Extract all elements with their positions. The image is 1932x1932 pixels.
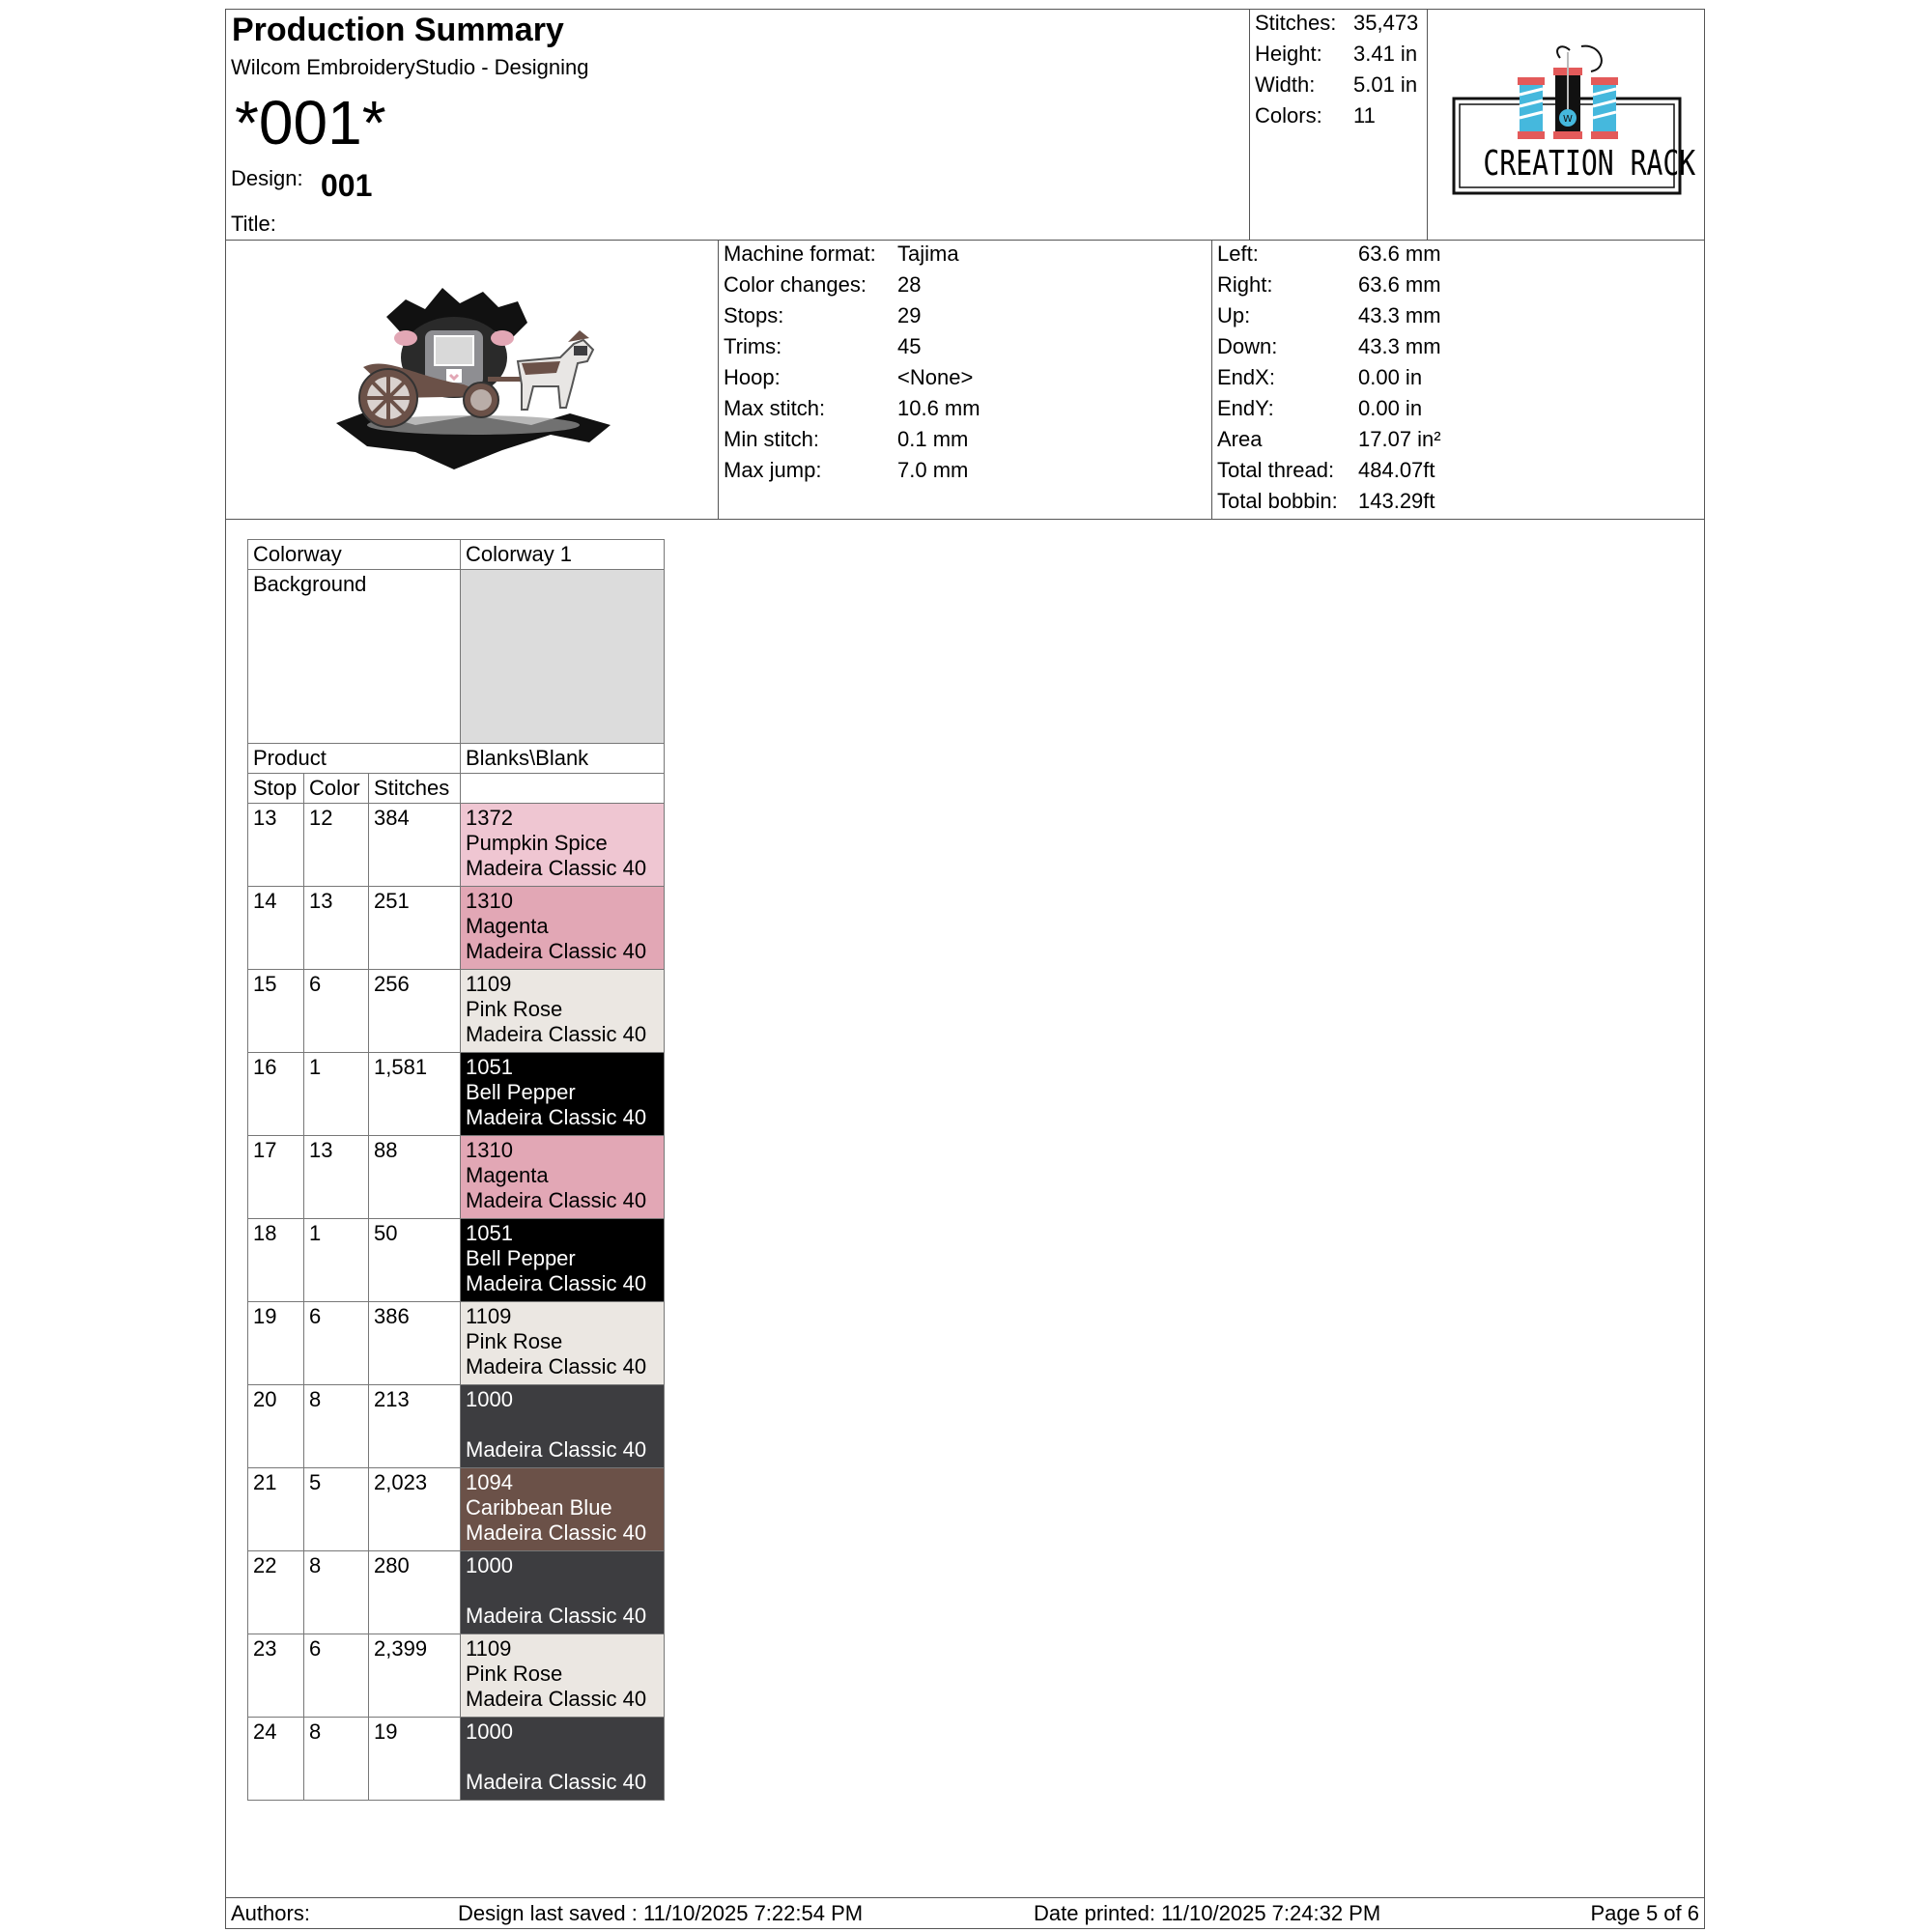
stitches-cell: 1,581: [369, 1053, 461, 1136]
machine-info-label: Machine format:: [724, 242, 876, 266]
summary-divider-right: [1427, 9, 1428, 240]
machine-info-label: Max jump:: [724, 458, 822, 482]
thread-name: Pink Rose: [466, 1329, 563, 1353]
thread-name: [466, 1578, 659, 1604]
color-number-cell: 13: [304, 887, 369, 970]
extent-label: Left:: [1217, 242, 1259, 266]
machine-info-value: Tajima: [897, 242, 959, 266]
thread-brand: Madeira Classic 40: [466, 1687, 647, 1711]
thread-name: Pink Rose: [466, 1662, 563, 1686]
table-row: [248, 1219, 665, 1302]
thread-swatch-cell: [461, 970, 665, 1053]
stitches-cell: 19: [369, 1718, 461, 1801]
table-row: [248, 1551, 665, 1634]
thread-brand: Madeira Classic 40: [466, 1437, 647, 1462]
thread-name: [466, 1412, 659, 1437]
table-row: [248, 1385, 665, 1468]
thread-brand: Madeira Classic 40: [466, 1770, 647, 1794]
stop-cell: 24: [248, 1718, 304, 1801]
product-label: Product: [248, 744, 461, 774]
summary-divider-left: [1249, 9, 1250, 240]
product-row: [248, 744, 665, 774]
thread-swatch-cell: [461, 1302, 665, 1385]
thread-swatch-cell: [461, 1219, 665, 1302]
preview-divider: [718, 240, 719, 519]
summary-label: Height:: [1255, 42, 1322, 66]
machine-info-value: 28: [897, 272, 922, 297]
thread-code: 1000: [466, 1553, 513, 1577]
column-header-row: [248, 774, 665, 804]
summary-value: 35,473: [1353, 11, 1419, 35]
thread-brand: Madeira Classic 40: [466, 1520, 647, 1545]
stop-cell: 21: [248, 1468, 304, 1551]
colorway-label: Colorway: [248, 540, 461, 570]
design-value: 001: [321, 168, 373, 203]
thread-swatch-cell: [461, 887, 665, 970]
thread-name: Pink Rose: [466, 997, 563, 1021]
stop-cell: 19: [248, 1302, 304, 1385]
stitches-cell: 280: [369, 1551, 461, 1634]
machine-info-value: <None>: [897, 365, 974, 389]
extent-label: Total thread:: [1217, 458, 1335, 482]
stop-cell: 23: [248, 1634, 304, 1718]
color-number-cell: 12: [304, 804, 369, 887]
background-label: Background: [248, 570, 461, 744]
color-number-cell: 5: [304, 1468, 369, 1551]
thread-swatch-cell: [461, 1468, 665, 1551]
extent-label: Right:: [1217, 272, 1273, 297]
stitches-cell: 2,023: [369, 1468, 461, 1551]
stop-cell: 18: [248, 1219, 304, 1302]
thread-swatch-cell: [461, 804, 665, 887]
stitches-cell: 386: [369, 1302, 461, 1385]
thread-code: 1051: [466, 1221, 513, 1245]
thread-brand: Madeira Classic 40: [466, 1354, 647, 1378]
svg-text:W: W: [1563, 114, 1573, 125]
thread-swatch-cell: [461, 1385, 665, 1468]
column-swatch: [461, 774, 665, 804]
thread-brand: Madeira Classic 40: [466, 856, 647, 880]
extent-value: 17.07 in²: [1358, 427, 1441, 451]
summary-label: Stitches:: [1255, 11, 1337, 35]
extent-value: 63.6 mm: [1358, 242, 1441, 266]
extent-value: 143.29ft: [1358, 489, 1435, 513]
machine-divider: [1211, 240, 1212, 519]
extent-value: 0.00 in: [1358, 396, 1423, 420]
page-title: Production Summary: [232, 12, 564, 48]
header-divider: [225, 240, 1705, 241]
thread-name: [466, 1745, 659, 1770]
stop-cell: 22: [248, 1551, 304, 1634]
color-number-cell: 6: [304, 1634, 369, 1718]
column-stop: Stop: [248, 774, 304, 804]
extent-value: 0.00 in: [1358, 365, 1423, 389]
thread-name: Bell Pepper: [466, 1246, 576, 1270]
thread-code: 1372: [466, 806, 513, 830]
color-number-cell: 8: [304, 1718, 369, 1801]
thread-code: 1310: [466, 1138, 513, 1162]
colorway-header-row: [248, 540, 665, 570]
table-row: [248, 887, 665, 970]
color-number-cell: 8: [304, 1385, 369, 1468]
footer-authors: Authors:: [231, 1901, 310, 1925]
thread-code: 1109: [466, 972, 512, 996]
thread-swatch-cell: [461, 1053, 665, 1136]
thread-code: 1109: [466, 1636, 512, 1661]
stop-cell: 15: [248, 970, 304, 1053]
machine-info-label: Max stitch:: [724, 396, 826, 420]
footer-page-number: Page 5 of 6: [1590, 1901, 1699, 1925]
stitches-cell: 384: [369, 804, 461, 887]
stop-cell: 14: [248, 887, 304, 970]
design-preview: [328, 280, 618, 483]
extent-label: EndY:: [1217, 396, 1274, 420]
machine-info-label: Trims:: [724, 334, 782, 358]
thread-code: 1310: [466, 889, 513, 913]
machine-info-label: Min stitch:: [724, 427, 820, 451]
logo-text: CREATION RACK: [1483, 144, 1696, 184]
creation-rack-logo: [1446, 39, 1696, 203]
color-number-cell: 1: [304, 1219, 369, 1302]
thread-name: Magenta: [466, 914, 549, 938]
machine-info-value: 10.6 mm: [897, 396, 980, 420]
extent-label: Up:: [1217, 303, 1251, 327]
summary-label: Colors:: [1255, 103, 1322, 128]
extent-label: Down:: [1217, 334, 1278, 358]
column-stitches: Stitches: [369, 774, 461, 804]
machine-info-value: 7.0 mm: [897, 458, 969, 482]
thread-brand: Madeira Classic 40: [466, 939, 647, 963]
color-number-cell: 6: [304, 970, 369, 1053]
summary-value: 3.41 in: [1353, 42, 1418, 66]
thread-name: Pumpkin Spice: [466, 831, 608, 855]
extent-label: EndX:: [1217, 365, 1275, 389]
barcode-text: *001*: [235, 88, 386, 157]
table-row: [248, 1634, 665, 1718]
table-row: [248, 1718, 665, 1801]
thread-code: 1109: [466, 1304, 512, 1328]
thread-name: Bell Pepper: [466, 1080, 576, 1104]
stop-cell: 17: [248, 1136, 304, 1219]
title-label: Title:: [231, 212, 276, 236]
stop-cell: 16: [248, 1053, 304, 1136]
stitches-cell: 213: [369, 1385, 461, 1468]
summary-value: 11: [1353, 103, 1376, 128]
machine-info-value: 45: [897, 334, 922, 358]
extent-value: 43.3 mm: [1358, 334, 1441, 358]
extent-label: Area: [1217, 427, 1263, 451]
thread-name: Caribbean Blue: [466, 1495, 612, 1520]
thread-brand: Madeira Classic 40: [466, 1188, 647, 1212]
machine-info-label: Hoop:: [724, 365, 781, 389]
footer-last-saved: Design last saved : 11/10/2025 7:22:54 PM: [458, 1901, 864, 1925]
colorway-name: Colorway 1: [461, 540, 665, 570]
thread-swatch-cell: [461, 1718, 665, 1801]
table-row: [248, 1302, 665, 1385]
column-color: Color: [304, 774, 369, 804]
thread-brand: Madeira Classic 40: [466, 1022, 647, 1046]
stitches-cell: 50: [369, 1219, 461, 1302]
machine-info-value: 29: [897, 303, 922, 327]
footer-date-printed: Date printed: 11/10/2025 7:24:32 PM: [1034, 1901, 1381, 1925]
summary-value: 5.01 in: [1353, 72, 1418, 97]
table-row: [248, 804, 665, 887]
background-row: [248, 570, 665, 744]
table-row: [248, 970, 665, 1053]
extent-value: 484.07ft: [1358, 458, 1435, 482]
color-number-cell: 6: [304, 1302, 369, 1385]
carriage-embroidery-preview-icon: [328, 280, 618, 483]
color-number-cell: 8: [304, 1551, 369, 1634]
machine-info-label: Stops:: [724, 303, 784, 327]
background-swatch: [461, 570, 665, 744]
table-row: [248, 1468, 665, 1551]
stitches-cell: 251: [369, 887, 461, 970]
info-divider: [225, 519, 1705, 520]
color-number-cell: 1: [304, 1053, 369, 1136]
thread-swatch-cell: [461, 1634, 665, 1718]
thread-name: Magenta: [466, 1163, 549, 1187]
thread-code: 1094: [466, 1470, 513, 1494]
extent-value: 63.6 mm: [1358, 272, 1441, 297]
extent-label: Total bobbin:: [1217, 489, 1338, 513]
table-row: [248, 1053, 665, 1136]
extent-value: 43.3 mm: [1358, 303, 1441, 327]
app-name: Wilcom EmbroideryStudio - Designing: [231, 55, 589, 79]
stop-cell: 13: [248, 804, 304, 887]
color-number-cell: 13: [304, 1136, 369, 1219]
thread-swatch-cell: [461, 1136, 665, 1219]
stitches-cell: 256: [369, 970, 461, 1053]
thread-brand: Madeira Classic 40: [466, 1271, 647, 1295]
thread-brand: Madeira Classic 40: [466, 1604, 647, 1628]
colorway-table: [247, 539, 665, 1801]
stitches-cell: 2,399: [369, 1634, 461, 1718]
footer-divider: [225, 1897, 1705, 1898]
thread-code: 1051: [466, 1055, 513, 1079]
design-label: Design:: [231, 166, 303, 190]
machine-info-value: 0.1 mm: [897, 427, 969, 451]
thread-brand: Madeira Classic 40: [466, 1105, 647, 1129]
table-row: [248, 1136, 665, 1219]
summary-label: Width:: [1255, 72, 1316, 97]
thread-code: 1000: [466, 1719, 513, 1744]
stitches-cell: 88: [369, 1136, 461, 1219]
product-value: Blanks\Blank: [461, 744, 665, 774]
thread-code: 1000: [466, 1387, 513, 1411]
thread-swatch-cell: [461, 1551, 665, 1634]
machine-info-label: Color changes:: [724, 272, 867, 297]
stop-cell: 20: [248, 1385, 304, 1468]
